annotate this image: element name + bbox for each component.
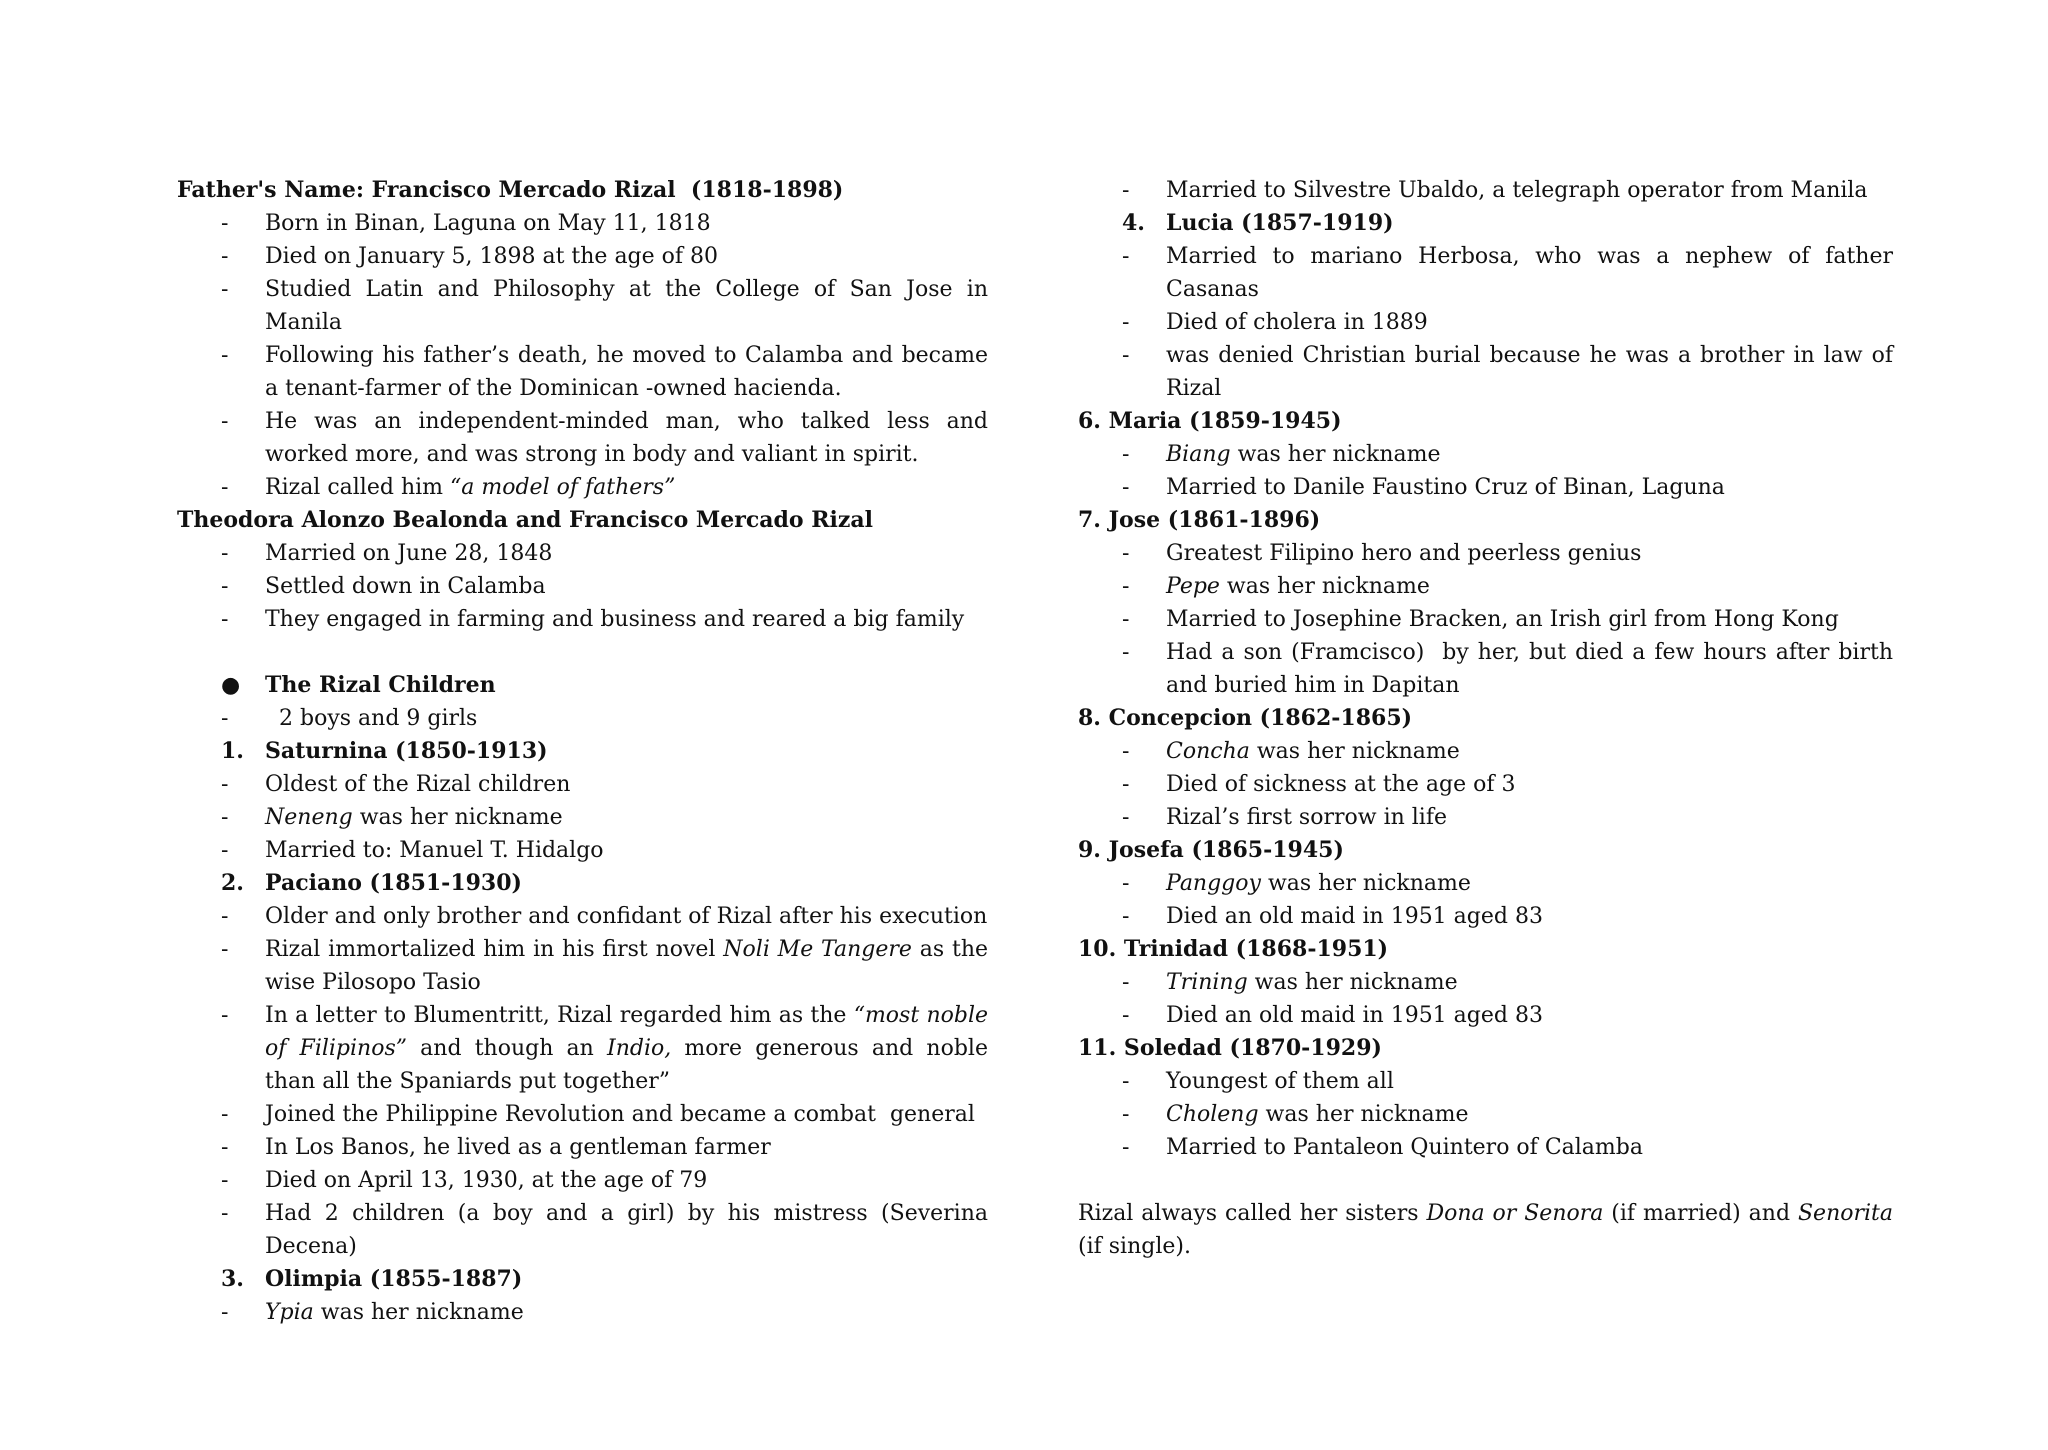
text-run: Settled down in Calamba <box>265 574 546 599</box>
text-run: Married to Silvestre Ubaldo, a telegraph operator from Manila <box>1166 178 1868 203</box>
text-run: was her nickname <box>1258 1102 1469 1127</box>
text-run: Noli Me Tangere <box>723 937 912 962</box>
bullet-item <box>1078 603 1893 636</box>
bullet-item <box>177 801 988 834</box>
dash-marker: - <box>1122 178 1130 203</box>
text-run: was her nickname <box>313 1300 524 1325</box>
dash-marker: - <box>1122 574 1130 599</box>
bullet-item <box>177 999 995 1098</box>
dash-marker: - <box>1122 904 1130 929</box>
text-run: Olimpia (1855-1887) <box>265 1266 523 1292</box>
blank-line <box>1078 1164 1893 1197</box>
number-marker: 2. <box>221 870 244 896</box>
dash-marker: - <box>221 805 229 830</box>
dash-marker: - <box>1122 805 1130 830</box>
dash-marker: - <box>1122 442 1130 467</box>
text-run: was her nickname <box>1230 442 1441 467</box>
dash-marker: - <box>221 409 229 434</box>
text-run: Died an old maid in 1951 aged 83 <box>1166 904 1543 929</box>
bullet-item <box>177 603 988 636</box>
text-run: In a letter to Blumentritt, Rizal regarded him as the <box>265 1003 854 1028</box>
bullet-item <box>1078 570 1893 603</box>
text-run: 7. Jose (1861-1896) <box>1078 507 1321 533</box>
text-run: (if married) and <box>1603 1201 1798 1226</box>
dash-marker: - <box>221 772 229 797</box>
bullet-item <box>1078 867 1893 900</box>
text-run: was her nickname <box>352 805 563 830</box>
bullet-item <box>177 207 988 240</box>
text-run: Neneng <box>265 805 353 830</box>
text-run: Born in Binan, Laguna on May 11, 1818 <box>265 211 711 236</box>
closing-paragraph <box>1078 1197 1900 1263</box>
text-run: Senorita <box>1797 1201 1893 1226</box>
bullet-item <box>1078 900 1893 933</box>
bullet-item <box>177 570 988 603</box>
dash-marker: - <box>221 1102 229 1127</box>
text-run: and though an <box>407 1036 608 1061</box>
text-run: Married to mariano Herbosa, who was a nephew of father Casanas <box>1166 244 1900 302</box>
dash-marker: - <box>221 1135 229 1160</box>
text-run: was her nickname <box>1219 574 1430 599</box>
text-run: Lucia (1857-1919) <box>1166 210 1394 236</box>
bullet-item <box>177 768 988 801</box>
bullet-item <box>1078 1131 1893 1164</box>
bullet-item <box>1078 537 1893 570</box>
text-run: as the wise Pilosopo Tasio <box>265 937 996 995</box>
dash-marker: - <box>1122 475 1130 500</box>
text-run: Rizal immortalized him in his first novel <box>265 937 724 962</box>
dash-marker: - <box>221 475 229 500</box>
bullet-item <box>177 1296 988 1329</box>
bullet-item <box>1078 1065 1893 1098</box>
dash-marker: - <box>221 1300 229 1325</box>
text-run: Joined the Philippine Revolution and became a combat general <box>265 1102 975 1127</box>
text-run: Choleng <box>1166 1102 1259 1127</box>
bullet-item <box>1078 801 1893 834</box>
text-run: Rizal always called her sisters <box>1078 1201 1427 1226</box>
dash-marker: - <box>1122 1069 1130 1094</box>
text-run: Died of cholera in 1889 <box>1166 310 1428 335</box>
bullet-item <box>1078 966 1893 999</box>
text-run: was her nickname <box>1247 970 1458 995</box>
bullet-item <box>1078 768 1893 801</box>
section-heading <box>177 174 988 207</box>
bullet-item <box>177 537 988 570</box>
bullet-item <box>1078 999 1893 1032</box>
text-run: Following his father’s death, he moved to Calamba and became a tenant-farmer of the Dominican -owned hacienda. <box>265 343 995 401</box>
dash-marker: - <box>221 1003 229 1028</box>
bullet-item <box>177 273 995 339</box>
dash-marker: - <box>1122 739 1130 764</box>
text-run: was her nickname <box>1260 871 1471 896</box>
text-run: Saturnina (1850-1913) <box>265 738 548 764</box>
text-run: Pepe <box>1166 574 1220 599</box>
dash-marker: - <box>1122 772 1130 797</box>
text-run: Father's Name: Francisco Mercado Rizal (1818-1898) <box>177 177 844 203</box>
text-run: Married on June 28, 1848 <box>265 541 553 566</box>
text-run: Rizal’s first sorrow in life <box>1166 805 1448 830</box>
text-run: He was an independent-minded man, who talked less and worked more, and was strong in body and valiant in spirit. <box>265 409 995 467</box>
text-run: Ypia <box>265 1300 314 1325</box>
list-heading <box>177 867 988 900</box>
text-run: was denied Christian burial because he was a brother in law of Rizal <box>1166 343 1900 401</box>
text-run: more generous and noble than all the Spaniards put together” <box>265 1036 995 1094</box>
text-run: was her nickname <box>1249 739 1460 764</box>
dash-marker: - <box>221 244 229 269</box>
number-marker: 4. <box>1122 210 1145 236</box>
text-run: 9. Josefa (1865-1945) <box>1078 837 1344 863</box>
text-run: Greatest Filipino hero and peerless genius <box>1166 541 1642 566</box>
dash-marker: - <box>221 343 229 368</box>
dash-marker: - <box>1122 871 1130 896</box>
dash-marker: - <box>221 838 229 863</box>
bullet-item <box>1078 339 1900 405</box>
text-run: Had a son (Framcisco) by her, but died a few hours after birth and buried him in Dapitan <box>1166 640 1900 698</box>
text-run: They engaged in farming and business and reared a big family <box>265 607 965 632</box>
bullet-item <box>177 240 988 273</box>
text-run: In Los Banos, he lived as a gentleman farmer <box>265 1135 771 1160</box>
text-run: 11. Soledad (1870-1929) <box>1078 1035 1382 1061</box>
text-run: “a model of fathers” <box>450 475 676 500</box>
section-heading <box>1078 504 1893 537</box>
dash-marker: - <box>221 574 229 599</box>
bullet-item <box>177 900 988 933</box>
section-heading <box>1078 834 1893 867</box>
dash-marker: - <box>221 1168 229 1193</box>
text-run: 2 boys and 9 girls <box>265 706 478 731</box>
bullet-item <box>1078 438 1893 471</box>
dash-marker: - <box>1122 1102 1130 1127</box>
text-run: Died of sickness at the age of 3 <box>1166 772 1516 797</box>
text-run: Rizal called him <box>265 475 451 500</box>
number-marker: 3. <box>221 1266 244 1292</box>
text-run: Studied Latin and Philosophy at the College of San Jose in Manila <box>265 277 995 335</box>
text-run: Biang <box>1166 442 1231 467</box>
bullet-item <box>177 834 988 867</box>
dash-marker: - <box>221 937 229 962</box>
dash-marker: - <box>221 541 229 566</box>
text-run: Trining <box>1166 970 1248 995</box>
text-run: “most noble of Filipinos” <box>265 1003 995 1061</box>
text-run: Oldest of the Rizal children <box>265 772 571 797</box>
text-run: Theodora Alonzo Bealonda and Francisco Mercado Rizal <box>177 507 873 533</box>
text-run: Older and only brother and confidant of Rizal after his execution <box>265 904 988 929</box>
bullet-item <box>1078 240 1900 306</box>
dash-marker: - <box>1122 970 1130 995</box>
number-marker: 1. <box>221 738 244 764</box>
right-column <box>1078 174 1900 1263</box>
dash-marker: - <box>1122 640 1130 665</box>
dash-marker: - <box>1122 1135 1130 1160</box>
dash-marker: - <box>221 706 229 731</box>
bullet-item <box>177 1197 995 1263</box>
bullet-item <box>177 933 996 999</box>
bullet-item <box>177 1131 988 1164</box>
text-run: Died an old maid in 1951 aged 83 <box>1166 1003 1543 1028</box>
section-heading <box>1078 933 1893 966</box>
text-run: Had 2 children (a boy and a girl) by his mistress (Severina Decena) <box>265 1201 995 1259</box>
dash-marker: - <box>221 1201 229 1226</box>
text-run: Married to Pantaleon Quintero of Calamba <box>1166 1135 1643 1160</box>
text-run: Indio, <box>607 1036 672 1061</box>
text-run: Youngest of them all <box>1166 1069 1394 1094</box>
bullet-item <box>1078 471 1893 504</box>
dash-marker: - <box>1122 607 1130 632</box>
text-run: (if single). <box>1078 1201 1900 1259</box>
list-heading <box>177 1263 988 1296</box>
left-column <box>177 174 996 1329</box>
text-run: Died on January 5, 1898 at the age of 80 <box>265 244 719 269</box>
text-run: Concha <box>1166 739 1250 764</box>
list-heading <box>177 669 988 702</box>
text-run: Panggoy <box>1166 871 1261 896</box>
text-run: 10. Trinidad (1868-1951) <box>1078 936 1389 962</box>
text-run: Died on April 13, 1930, at the age of 79 <box>265 1168 708 1193</box>
bullet-item <box>1078 636 1900 702</box>
text-run: Married to Josephine Bracken, an Irish girl from Hong Kong <box>1166 607 1839 632</box>
dash-marker: - <box>1122 310 1130 335</box>
text-run: Married to Danile Faustino Cruz of Binan, Laguna <box>1166 475 1725 500</box>
dash-marker: - <box>221 211 229 236</box>
bullet-item <box>1078 306 1893 339</box>
bullet-item <box>1078 174 1893 207</box>
text-run: Paciano (1851-1930) <box>265 870 522 896</box>
bullet-dot-icon: ● <box>221 672 241 698</box>
bullet-item <box>177 471 988 504</box>
dash-marker: - <box>221 904 229 929</box>
bullet-item <box>177 339 995 405</box>
bullet-item <box>177 405 995 471</box>
dash-marker: - <box>1122 1003 1130 1028</box>
dash-marker: - <box>1122 244 1130 269</box>
blank-line <box>177 636 988 669</box>
section-heading <box>1078 1032 1893 1065</box>
text-run: 6. Maria (1859-1945) <box>1078 408 1342 434</box>
section-heading <box>177 504 988 537</box>
bullet-item <box>1078 1098 1893 1131</box>
section-heading <box>1078 405 1893 438</box>
bullet-item <box>177 1164 988 1197</box>
text-run: Dona or Senora <box>1426 1201 1604 1226</box>
bullet-item <box>177 702 988 735</box>
list-heading <box>177 735 988 768</box>
dash-marker: - <box>221 607 229 632</box>
text-run: The Rizal Children <box>265 672 496 698</box>
text-run: 8. Concepcion (1862-1865) <box>1078 705 1413 731</box>
dash-marker: - <box>1122 343 1130 368</box>
dash-marker: - <box>1122 541 1130 566</box>
bullet-item <box>177 1098 988 1131</box>
section-heading <box>1078 702 1893 735</box>
list-heading <box>1078 207 1893 240</box>
text-run: Married to: Manuel T. Hidalgo <box>265 838 604 863</box>
bullet-item <box>1078 735 1893 768</box>
dash-marker: - <box>221 277 229 302</box>
